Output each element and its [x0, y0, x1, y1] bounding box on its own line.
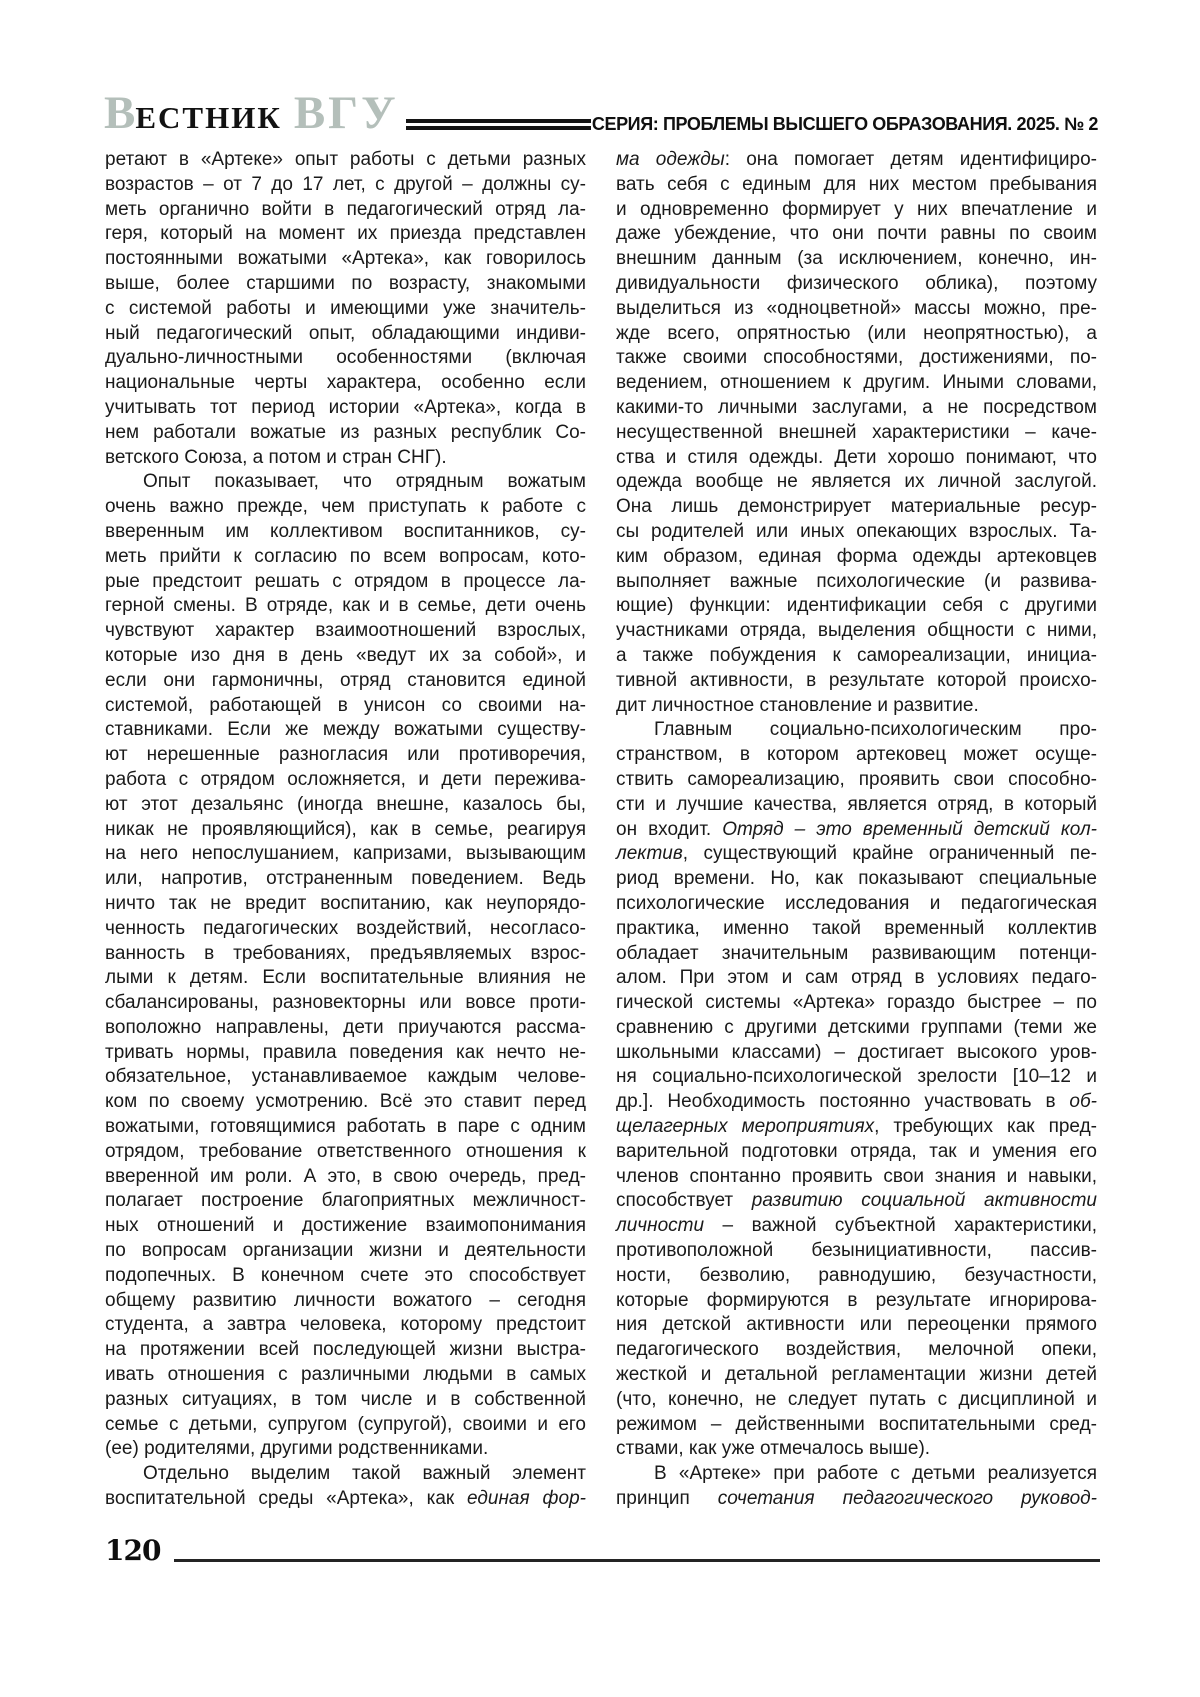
text-line: несущественной внешней характеристики – каче- — [616, 421, 1097, 443]
text-line: ния детской активности или переоценки прямого — [616, 1314, 1097, 1336]
text-line: обязательное, устанавливаемое каждым челове- — [105, 1066, 586, 1088]
text-line: на протяжении всей последующей жизни выстра- — [105, 1339, 586, 1361]
text-line: ивать отношения с различными людьми в самых — [105, 1364, 586, 1386]
text-line: ства и стиля одежды. Дети хорошо понимают, что — [616, 446, 1097, 468]
text-line: внешним данным (за исключением, конечно, ин- — [616, 248, 1097, 270]
header-double-rule — [406, 119, 591, 130]
text-line: принцип сочетания педагогического руковод- — [616, 1488, 1097, 1510]
text-line: щелагерных мероприятиях, требующих как пред- — [616, 1116, 1097, 1138]
text-line: меть прийти к согласию по всем вопросам, кото- — [105, 545, 586, 567]
text-line: которые формируются в результате игнорирова- — [616, 1289, 1097, 1311]
text-line: семье с детьми, супругом (супругой), своими и его — [105, 1413, 586, 1435]
text-line: Опыт показывает, что отрядным вожатым — [143, 471, 586, 493]
text-line: сы родителей или иных опекающих взрослых. Та- — [616, 520, 1097, 542]
text-line: ретают в «Артеке» опыт работы с детьми разных — [105, 149, 586, 170]
text-line: учитывать тот период истории «Артека», когда в — [105, 396, 586, 418]
text-line: по вопросам организации жизни и деятельности — [105, 1240, 586, 1262]
text-line: подопечных. В конечном счете это способствует — [105, 1264, 586, 1286]
text-line: ствами, как уже отмечалось выше). — [616, 1438, 931, 1460]
page-number: 120 — [105, 1534, 161, 1567]
text-line: никак не проявляющийся), как в семье, реагируя — [105, 818, 586, 840]
text-line: очень важно прежде, чем приступать к работе с — [105, 496, 586, 518]
text-line: риод времени. Но, как показывают специальные — [616, 868, 1097, 890]
text-line: отрядом, требование ответственного отношения к — [105, 1140, 586, 1162]
text-line: педагогического воздействия, мелочной опеки, — [616, 1339, 1097, 1361]
text-line: он входит. Отряд – это временный детский кол- — [616, 818, 1097, 840]
text-line: ким образом, единая форма одежды артековцев — [616, 545, 1097, 567]
text-line: ных отношений и достижение взаимопонимания — [105, 1215, 586, 1237]
text-line: ют этот дезальянс (иногда внешне, казалось бы, — [105, 793, 586, 815]
text-line: ставниками. Если же между вожатыми существу- — [105, 719, 586, 741]
text-line: сбалансированы, разновекторны или вовсе проти- — [105, 992, 586, 1014]
text-line: ведением, отношением к другим. Иными словами, — [616, 372, 1097, 394]
text-line: выполняет важные психологические (и развива- — [616, 570, 1097, 592]
text-line: участниками отряда, выделения общности с ними, — [616, 620, 1097, 642]
text-line: ветского Союза, а потом и стран СНГ). — [105, 446, 447, 468]
text-line: и одновременно формирует у них впечатление и — [616, 198, 1097, 220]
text-line: даже убеждение, что они почти равны по своим — [616, 223, 1097, 245]
text-line: ствить самореализацию, проявить свои способно- — [616, 768, 1097, 790]
text-line: дивидуальности физического облика), поэтому — [616, 272, 1097, 294]
logo-initial: В — [104, 87, 136, 139]
text-line: вожатыми, готовящимися работать в паре с одним — [105, 1116, 586, 1138]
text-line: герной смены. В отряде, как и в семье, дети очень — [105, 595, 586, 617]
text-line: личности – важной субъектной характеристики, — [616, 1215, 1097, 1237]
text-line: вать себя с единым для них местом пребывания — [616, 173, 1097, 195]
text-line: Главным социально-психологическим про- — [654, 719, 1097, 741]
text-line: В «Артеке» при работе с детьми реализуется — [654, 1463, 1097, 1485]
text-line: (что, конечно, не следует путать с дисциплиной и — [616, 1388, 1097, 1410]
text-line: ющие) функции: идентификации себя с другими — [616, 595, 1097, 617]
text-line: способствует развитию социальной активности — [616, 1190, 1097, 1212]
text-line: геря, который на момент их приезда представлен — [105, 223, 586, 245]
text-line: воспитательной среды «Артека», как единая фор- — [105, 1488, 586, 1510]
text-line: гической системы «Артека» гораздо быстрее – по — [616, 992, 1097, 1014]
text-line: или, напротив, отстраненным поведением. Ведь — [105, 868, 586, 890]
text-line: странством, в котором артековец может осуще- — [616, 744, 1097, 766]
text-line: ченность педагогических воздействий, несогласо- — [105, 917, 586, 939]
text-line: сти и лучшие качества, является отряд, в который — [616, 793, 1097, 815]
text-column-right — [616, 148, 1097, 1512]
text-line: ня социально-психологической зрелости [10–12 и — [616, 1066, 1097, 1088]
text-line: работа с отрядом осложняется, и дети пережива- — [105, 768, 586, 790]
text-line: противоположной безынициативности, пассив- — [616, 1240, 1097, 1262]
text-line: ванность в требованиях, предъявляемых взрос- — [105, 942, 586, 964]
page-header — [104, 87, 1098, 139]
text-line: системой, работающей в унисон со своими на- — [105, 694, 586, 716]
text-line: вверенным им коллективом воспитанников, су- — [105, 520, 586, 542]
text-line: чувствуют характер взаимоотношений взрослых, — [105, 620, 586, 642]
text-line: с системой работы и имеющими уже значитель- — [105, 297, 586, 319]
article-body — [105, 148, 1097, 1512]
text-line: Она лишь демонстрирует материальные ресур- — [616, 496, 1097, 518]
text-line: лектив, существующий крайне ограниченный пе- — [616, 843, 1097, 865]
logo-acronym: ВГУ — [293, 87, 399, 139]
text-line: студента, а завтра человека, которому предстоит — [105, 1314, 586, 1336]
text-line: общему развитию личности вожатого – сегодня — [105, 1289, 586, 1311]
text-line: воположно направлены, дети приучаются рассма- — [105, 1016, 586, 1038]
text-line: какими-то личными заслугами, а не посредством — [616, 396, 1097, 418]
text-line: сравнению с другими детскими группами (теми же — [616, 1016, 1097, 1038]
text-line: на него непослушанием, капризами, вызывающим — [105, 843, 586, 865]
text-line: полагает построение благоприятных межличност- — [105, 1190, 586, 1212]
text-line: психологические исследования и педагогическая — [616, 892, 1097, 914]
text-line: одежда вообще не является их личной заслугой. — [616, 471, 1097, 493]
text-line: Отдельно выделим такой важный элемент — [143, 1463, 586, 1485]
text-line: вверенной им роли. А это, в свою очередь, пред- — [105, 1165, 586, 1187]
text-line: тивной активности, в результате которой происхо- — [616, 669, 1097, 691]
text-line: тривать нормы, правила поведения как нечто не- — [105, 1041, 586, 1063]
text-line: ют нерешенные разногласия или противоречия, — [105, 744, 586, 766]
text-line: постоянными вожатыми «Артека», как говорилось — [105, 248, 586, 270]
text-line: (ее) родителями, другими родственниками. — [105, 1438, 489, 1460]
journal-logo — [104, 87, 399, 139]
text-line: национальные черты характера, особенно если — [105, 372, 586, 394]
text-line: дуально-личностными особенностями (включая — [105, 347, 586, 369]
text-line: которые изо дня в день «ведут их за собой», и — [105, 644, 586, 666]
text-line: ничто так не вредит воспитанию, как неупорядо- — [105, 892, 586, 914]
series-title: СЕРИЯ: ПРОБЛЕМЫ ВЫСШЕГО ОБРАЗОВАНИЯ. 2025. № 2 — [591, 114, 1098, 134]
text-line: практика, именно такой временный коллектив — [616, 917, 1097, 939]
footer-rule — [174, 1559, 1100, 1562]
text-line: др.]. Необходимость постоянно участвовать в об- — [616, 1091, 1097, 1113]
logo-word-rest: ЕСТНИК — [135, 100, 282, 135]
text-line: жесткой и детальной регламентации жизни детей — [616, 1364, 1097, 1386]
text-line: выделиться из «одноцветной» массы можно, пре- — [616, 297, 1097, 319]
text-line: режимом – действенными воспитательными сред- — [616, 1413, 1097, 1435]
text-line: лыми к детям. Если воспитательные влияния не — [105, 967, 586, 989]
text-line: ком по своему усмотрению. Всё это ставит перед — [105, 1091, 586, 1113]
text-line: меть органично войти в педагогический отряд ла- — [105, 198, 586, 220]
text-line: также своими способностями, достижениями, по- — [616, 347, 1097, 369]
text-line: алом. При этом и сам отряд в условиях педаго- — [616, 967, 1097, 989]
text-line: жде всего, опрятностью (или неопрятностью), а — [616, 322, 1097, 344]
text-line: разных ситуациях, в том числе и в собственной — [105, 1388, 586, 1410]
text-column-left — [105, 148, 586, 1512]
text-line: а также побуждения к самореализации, инициа- — [616, 644, 1097, 666]
text-line: школьными классами) – достигает высокого уров- — [616, 1041, 1097, 1063]
text-line: ма одежды: она помогает детям идентифициро- — [616, 149, 1097, 170]
text-line: варительной подготовки отряда, так и умения его — [616, 1140, 1097, 1162]
text-line: обладает значительным развивающим потенци- — [616, 942, 1097, 964]
text-line: ности, безволию, равнодушию, безучастности, — [616, 1264, 1097, 1286]
text-line: выше, более старшими по возрасту, знакомыми — [105, 272, 586, 294]
text-line: если они гармоничны, отряд становится единой — [105, 669, 586, 691]
text-line: нем работали вожатые из разных республик Со- — [105, 421, 586, 443]
text-line: членов спонтанно проявить свои знания и навыки, — [616, 1165, 1097, 1187]
text-line: дит личностное становление и развитие. — [616, 694, 979, 716]
text-line: рые предстоит решать с отрядом в процессе ла- — [105, 570, 586, 592]
text-line: ный педагогический опыт, обладающими индиви- — [105, 322, 586, 344]
text-line: возрастов – от 7 до 17 лет, с другой – должны су- — [105, 173, 586, 195]
page-footer — [105, 1534, 1100, 1567]
